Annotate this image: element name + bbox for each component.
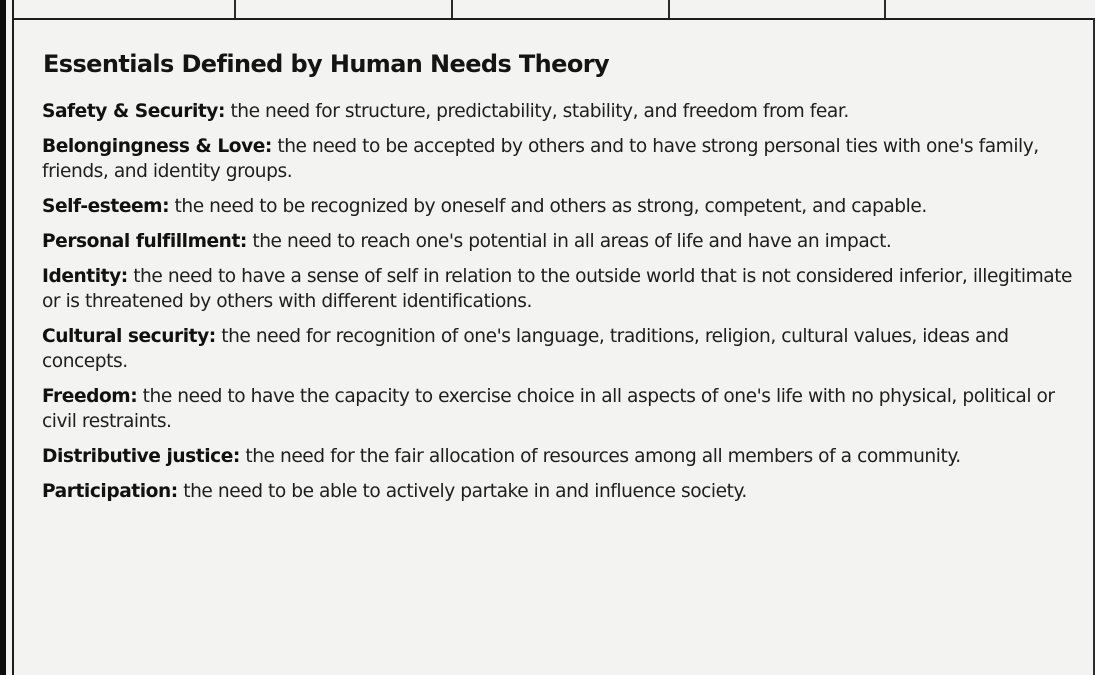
need-term: Cultural security: [42, 326, 216, 347]
left-border-line [12, 0, 14, 675]
top-table-edge [14, 0, 1095, 20]
need-item-personal-fulfillment [42, 229, 1082, 254]
need-item-cultural-security [42, 324, 1082, 374]
table-cell-divider [451, 0, 453, 18]
table-cell-divider [884, 0, 886, 18]
need-item-participation [42, 479, 1082, 504]
need-term: Distributive justice: [42, 446, 240, 467]
need-item-belongingness-love [42, 134, 1082, 184]
needs-section [42, 48, 1082, 514]
need-definition: the need to be able to actively partake in and influence society. [183, 481, 747, 502]
need-item-self-esteem [42, 194, 1082, 219]
need-term: Freedom: [42, 386, 138, 407]
need-definition: the need to be accepted by others and to have strong personal ties with one's family, friends, and identity groups. [42, 136, 1039, 182]
need-term: Self-esteem: [42, 196, 170, 217]
need-term: Identity: [42, 266, 128, 287]
need-definition: the need for the fair allocation of resources among all members of a community. [245, 446, 961, 467]
need-term: Safety & Security: [42, 101, 225, 122]
section-title: Essentials Defined by Human Needs Theory [43, 50, 610, 78]
need-term: Personal fulfillment: [42, 231, 247, 252]
need-term: Belongingness & Love: [42, 136, 272, 157]
need-definition: the need for recognition of one's language, traditions, religion, cultural values, ideas and concepts. [42, 326, 1009, 372]
need-definition: the need to have a sense of self in relation to the outside world that is not considered inferior, illegitimate or is threatened by others with different identifications. [42, 266, 1073, 312]
need-item-distributive-justice [42, 444, 1082, 469]
need-item-safety-security [42, 99, 1082, 124]
page-edge-border [0, 0, 6, 675]
need-item-freedom [42, 384, 1082, 434]
need-item-identity [42, 264, 1082, 314]
table-cell-divider [668, 0, 670, 18]
need-term: Participation: [42, 481, 178, 502]
need-definition: the need to have the capacity to exercise choice in all aspects of one's life with no physical, political or civil restraints. [42, 386, 1055, 432]
table-cell-divider [234, 0, 236, 18]
need-definition: the need to reach one's potential in all areas of life and have an impact. [252, 231, 892, 252]
need-definition: the need for structure, predictability, stability, and freedom from fear. [230, 101, 849, 122]
need-definition: the need to be recognized by oneself and others as strong, competent, and capable. [174, 196, 927, 217]
